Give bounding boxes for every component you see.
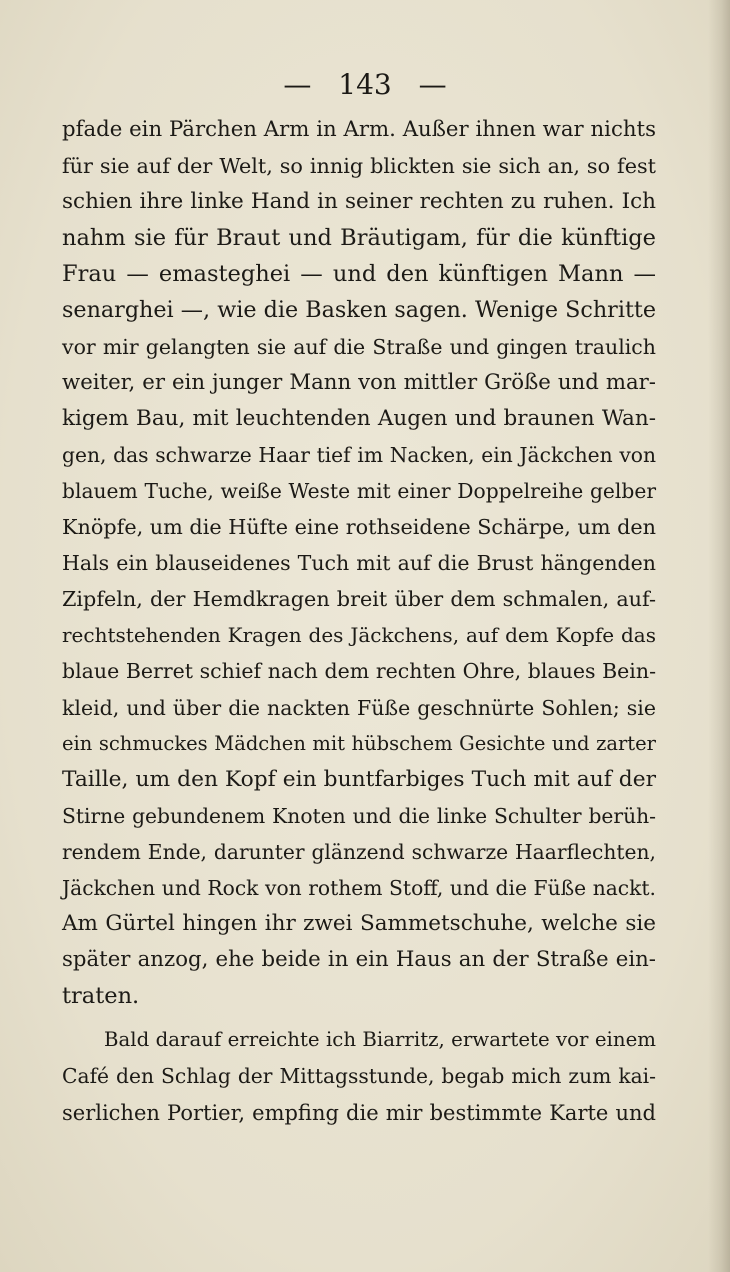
text-line: traten. bbox=[62, 983, 140, 1010]
text-line: weiter, er ein junger Mann von mittler Größe und mar- bbox=[62, 369, 656, 395]
text-line: blauem Tuche, weiße Weste mit einer Doppelreihe gelber bbox=[62, 478, 656, 503]
text-line: rendem Ende, darunter glänzend schwarze Haarflechten, bbox=[62, 839, 656, 864]
text-line: für sie auf der Welt, so innig blickten sie sich an, so fest bbox=[62, 154, 656, 179]
paragraph-1 bbox=[62, 112, 656, 1014]
text-line: Café den Schlag der Mittagsstunde, begab mich zum kai- bbox=[62, 1064, 656, 1089]
text-line: senarghei —, wie die Basken sagen. Wenige Schritte bbox=[62, 297, 656, 324]
text-line: serlichen Portier, empfing die mir bestimmte Karte und bbox=[62, 1100, 656, 1125]
page-gutter-shadow bbox=[708, 0, 730, 1272]
text-line: nahm sie für Braut und Bräutigam, für die künftige bbox=[62, 225, 656, 252]
text-line: pfade ein Pärchen Arm in Arm. Außer ihnen war nichts bbox=[62, 117, 656, 142]
text-line: blaue Berret schief nach dem rechten Ohre, blaues Bein- bbox=[62, 659, 656, 684]
header-dash-left: — bbox=[283, 68, 312, 101]
header-dash-right: — bbox=[418, 68, 447, 101]
text-line: Taille, um den Kopf ein buntfarbiges Tuch mit auf der bbox=[62, 766, 656, 792]
text-line: rechtstehenden Kragen des Jäckchens, auf dem Kopfe das bbox=[62, 623, 656, 648]
body-text bbox=[62, 112, 656, 1131]
text-line: vor mir gelangten sie auf die Straße und gingen traulich bbox=[62, 334, 656, 359]
page-header bbox=[0, 68, 730, 108]
text-line: Hals ein blauseidenes Tuch mit auf die Brust hängenden bbox=[62, 551, 656, 576]
text-line: Stirne gebundenem Knoten und die linke Schulter berüh- bbox=[62, 803, 656, 828]
text-line: schien ihre linke Hand in seiner rechten zu ruhen. Ich bbox=[62, 189, 656, 215]
paragraph-2 bbox=[62, 1022, 656, 1130]
text-line: kigem Bau, mit leuchtenden Augen und braunen Wan- bbox=[62, 405, 656, 431]
text-line: ein schmuckes Mädchen mit hübschem Gesichte und zarter bbox=[62, 731, 656, 755]
paragraph-gap bbox=[62, 1014, 656, 1022]
text-line: Am Gürtel hingen ihr zwei Sammetschuhe, welche sie bbox=[62, 911, 656, 937]
text-line: später anzog, ehe beide in ein Haus an der Straße ein- bbox=[62, 947, 656, 973]
text-line: gen, das schwarze Haar tief im Nacken, ein Jäckchen von bbox=[62, 442, 656, 467]
text-line: Zipfeln, der Hemdkragen breit über dem schmalen, auf- bbox=[62, 587, 656, 612]
text-line: kleid, und über die nackten Füße geschnürte Sohlen; sie bbox=[62, 695, 656, 720]
text-line: Bald darauf erreichte ich Biarritz, erwartete vor einem bbox=[104, 1028, 656, 1052]
text-line: Frau — emasteghei — und den künftigen Mann — bbox=[62, 261, 656, 288]
text-line: Knöpfe, um die Hüfte eine rothseidene Schärpe, um den bbox=[62, 515, 657, 540]
page-number: 143 bbox=[338, 68, 392, 101]
text-line: Jäckchen und Rock von rothem Stoff, und die Füße nackt. bbox=[62, 875, 656, 900]
